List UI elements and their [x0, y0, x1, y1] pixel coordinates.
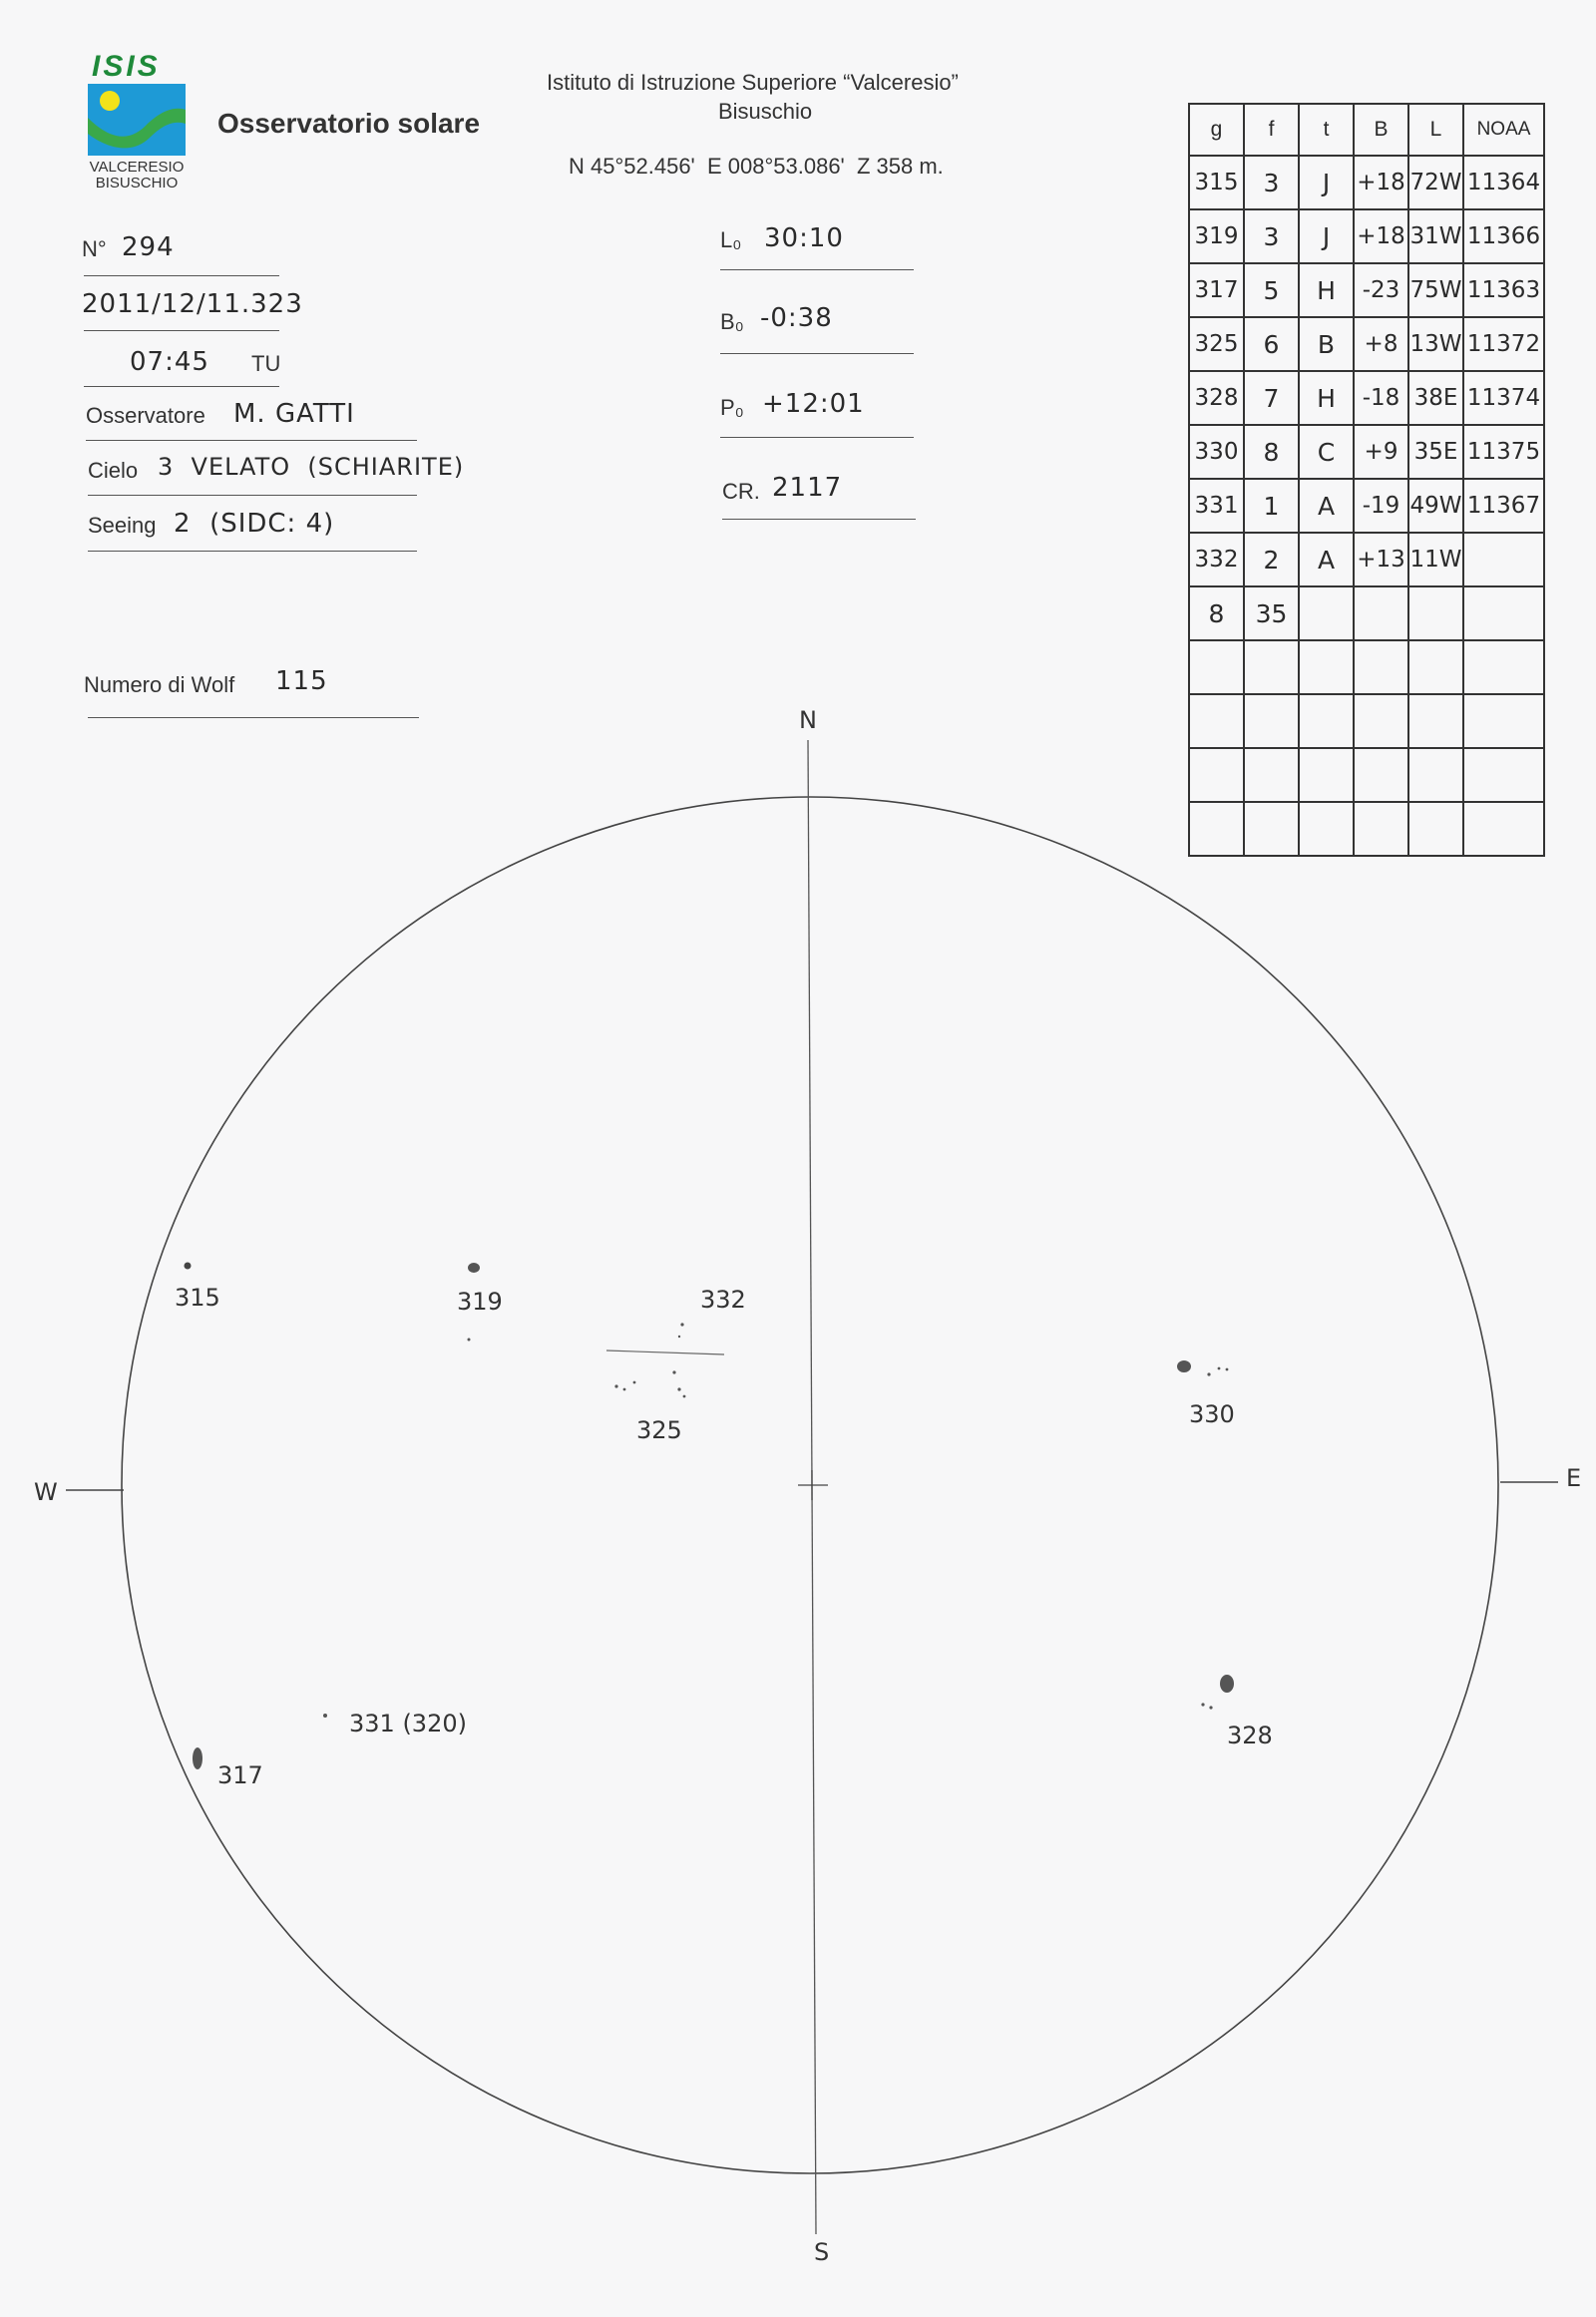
table-cell: 11372 — [1463, 317, 1544, 371]
table-cell: H — [1299, 263, 1354, 317]
table-header-cell: t — [1299, 104, 1354, 156]
table-cell: 35 — [1244, 586, 1299, 640]
table-cell: A — [1299, 533, 1354, 586]
sunspot-325-e — [677, 1387, 680, 1390]
time-value: 07:45 — [130, 347, 209, 377]
table-header-cell: L — [1408, 104, 1463, 156]
group-label-317: 317 — [217, 1761, 263, 1789]
table-cell: 11375 — [1463, 425, 1544, 479]
group-325-line — [606, 1351, 724, 1354]
table-cell: +8 — [1354, 317, 1408, 371]
logo-wordmark: ISIS — [92, 50, 161, 83]
table-cell: 11W — [1408, 533, 1463, 586]
south-label: S — [814, 2238, 830, 2266]
table-cell: B — [1299, 317, 1354, 371]
institute-town: Bisuschio — [718, 99, 813, 124]
table-cell: -18 — [1354, 371, 1408, 425]
group-label-332: 332 — [700, 1286, 746, 1314]
table-cell: 315 — [1189, 156, 1244, 209]
table-cell: 13W — [1408, 317, 1463, 371]
seeing-label: Seeing — [88, 513, 157, 538]
sky-label: Cielo — [88, 458, 139, 483]
table-cell: 2 — [1244, 533, 1299, 586]
table-cell: 331 — [1189, 479, 1244, 533]
table-cell: 35E — [1408, 425, 1463, 479]
table-cell: +13 — [1354, 533, 1408, 586]
sunspot-317 — [193, 1747, 202, 1769]
group-label-315: 315 — [175, 1284, 220, 1312]
institute-name: Istituto di Istruzione Superiore “Valceresio” — [547, 70, 959, 95]
sunspot-330-b — [1207, 1372, 1210, 1375]
sunspot-328-b — [1201, 1703, 1204, 1706]
observer-value: M. GATTI — [233, 399, 355, 429]
table-cell: 11374 — [1463, 371, 1544, 425]
sunspot-330-d — [1226, 1368, 1229, 1371]
table-cell: 7 — [1244, 371, 1299, 425]
wolf-label: Numero di Wolf — [84, 672, 235, 697]
table-cell: 330 — [1189, 425, 1244, 479]
east-label: E — [1566, 1464, 1582, 1492]
table-cell: 11367 — [1463, 479, 1544, 533]
table-cell: +18 — [1354, 156, 1408, 209]
table-cell: +9 — [1354, 425, 1408, 479]
table-cell: 317 — [1189, 263, 1244, 317]
group-label-331: 331 (320) — [349, 1710, 467, 1738]
l0-value: 30:10 — [764, 223, 844, 253]
table-cell: 72W — [1408, 156, 1463, 209]
table-cell: 11364 — [1463, 156, 1544, 209]
table-header-cell: g — [1189, 104, 1244, 156]
table-cell: 5 — [1244, 263, 1299, 317]
sunspot-319-small — [468, 1339, 471, 1342]
p0-value: +12:01 — [762, 389, 865, 419]
table-cell: 8 — [1244, 425, 1299, 479]
sunspot-328 — [1220, 1675, 1234, 1693]
group-label-328: 328 — [1227, 1722, 1273, 1749]
site-coordinates: N 45°52.456' E 008°53.086' Z 358 m. — [569, 154, 944, 179]
table-cell: 328 — [1189, 371, 1244, 425]
table-cell: +18 — [1354, 209, 1408, 263]
table-cell: A — [1299, 479, 1354, 533]
number-label: N° — [82, 236, 107, 261]
table-cell: H — [1299, 371, 1354, 425]
sunspot-325-c — [633, 1381, 636, 1384]
north-label: N — [799, 706, 817, 734]
table-cell: 6 — [1244, 317, 1299, 371]
sunspot-332-small — [678, 1336, 680, 1338]
west-label: W — [34, 1478, 58, 1506]
wolf-value: 115 — [275, 666, 328, 696]
table-cell: 31W — [1408, 209, 1463, 263]
table-cell: 49W — [1408, 479, 1463, 533]
p0-label: P₀ — [720, 395, 744, 420]
date-value: 2011/12/11.323 — [82, 289, 303, 319]
sunspot-325-f — [683, 1395, 686, 1398]
cr-value: 2117 — [772, 473, 843, 503]
observer-label: Osservatore — [86, 403, 205, 428]
table-cell: 332 — [1189, 533, 1244, 586]
group-label-319: 319 — [457, 1288, 503, 1316]
sunspot-332 — [680, 1323, 683, 1326]
l0-label: L₀ — [720, 227, 742, 252]
sunspot-319 — [468, 1263, 480, 1273]
table-cell: 325 — [1189, 317, 1244, 371]
sunspot-325-a — [614, 1384, 617, 1387]
b0-label: B₀ — [720, 309, 744, 334]
sunspot-325-b — [623, 1388, 626, 1391]
table-header-cell: NOAA — [1463, 104, 1544, 156]
table-cell: 3 — [1244, 209, 1299, 263]
sunspot-330-c — [1218, 1367, 1221, 1370]
observatory-title: Osservatorio solare — [217, 108, 481, 139]
table-cell: C — [1299, 425, 1354, 479]
sunspot-315 — [185, 1263, 192, 1270]
table-cell: -19 — [1354, 479, 1408, 533]
table-cell: 11366 — [1463, 209, 1544, 263]
table-cell: J — [1299, 209, 1354, 263]
sunspot-325-d — [672, 1370, 675, 1373]
cr-label: CR. — [722, 479, 760, 504]
sky-value: 3 VELATO (SCHIARITE) — [158, 453, 465, 481]
table-cell: 1 — [1244, 479, 1299, 533]
sunspot-330 — [1177, 1360, 1191, 1372]
sunspot-328-c — [1209, 1706, 1212, 1709]
sunspot-331 — [323, 1714, 327, 1718]
table-cell: 11363 — [1463, 263, 1544, 317]
table-cell: 8 — [1189, 586, 1244, 640]
number-value: 294 — [122, 232, 175, 262]
logo-subtitle: VALCERESIO BISUSCHIO — [89, 159, 185, 192]
seeing-value: 2 (SIDC: 4) — [174, 509, 335, 539]
table-cell: 3 — [1244, 156, 1299, 209]
table-header-cell: B — [1354, 104, 1408, 156]
group-label-330: 330 — [1189, 1400, 1235, 1428]
table-cell: -23 — [1354, 263, 1408, 317]
table-cell: 319 — [1189, 209, 1244, 263]
time-unit: TU — [251, 351, 281, 376]
table-header-cell: f — [1244, 104, 1299, 156]
group-label-325: 325 — [636, 1416, 682, 1444]
table-cell: 75W — [1408, 263, 1463, 317]
table-cell: 38E — [1408, 371, 1463, 425]
table-cell: J — [1299, 156, 1354, 209]
b0-value: -0:38 — [760, 303, 833, 333]
